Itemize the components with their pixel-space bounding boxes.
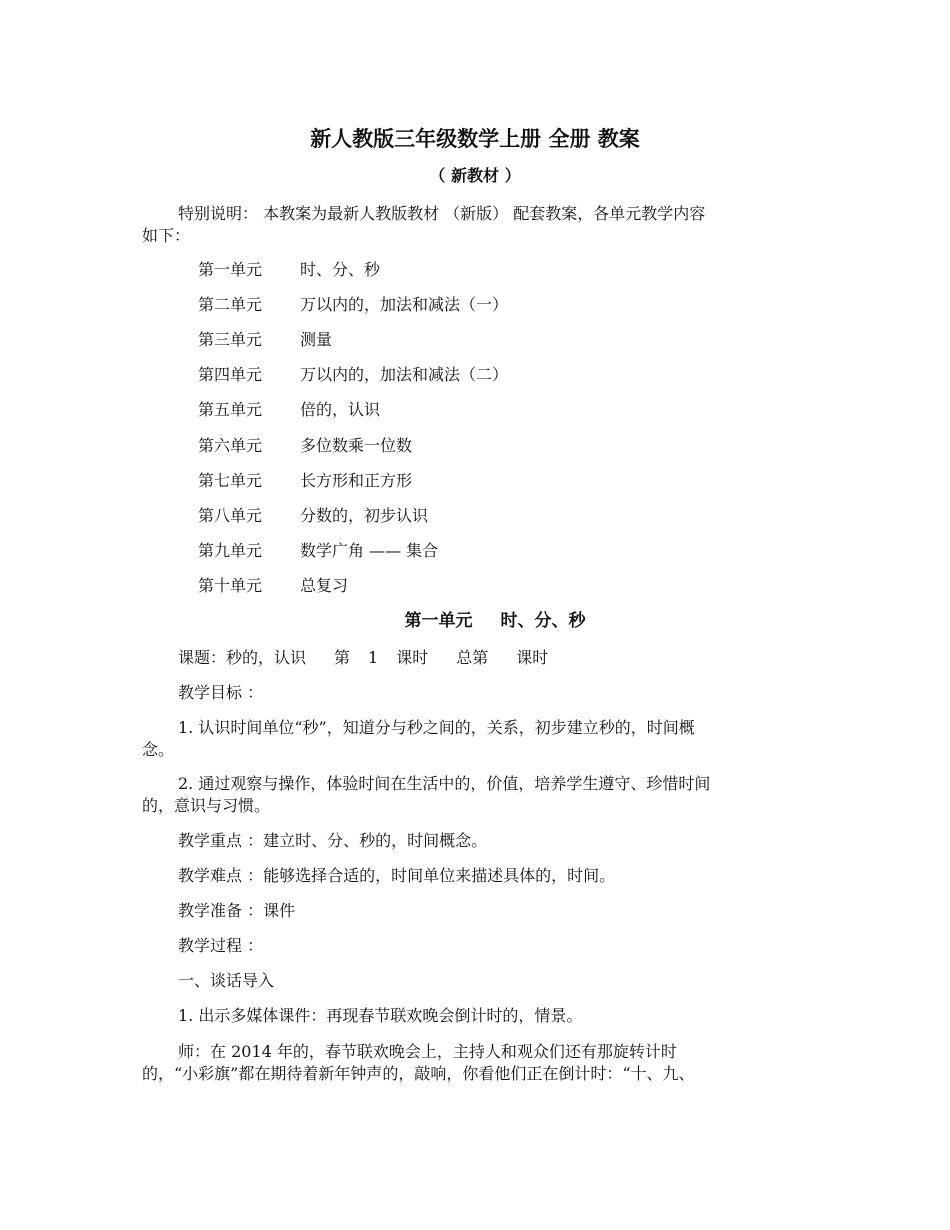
document-title: 新人教版三年级数学上册 全册 教案 [310, 126, 640, 151]
toc-item [198, 400, 380, 420]
toc-unit: 第一单元 [198, 260, 263, 279]
toc-unit: 第七单元 [198, 471, 263, 490]
toc-unit: 第十单元 [198, 576, 263, 595]
goal-2-line-1: 2. 通过观察与操作，体验时间在生活中的，价值，培养学生遵守、珍惜时间 [178, 774, 711, 793]
toc-unit: 第五单元 [198, 400, 263, 419]
lesson-di: 第 [334, 648, 351, 667]
toc-unit: 第六单元 [198, 436, 263, 455]
toc-topic: 长方形和正方形 [300, 471, 413, 490]
unit-heading-topic: 时、分、秒 [500, 611, 586, 631]
toc-unit: 第三单元 [198, 330, 263, 349]
toc-item [198, 506, 428, 526]
toc-topic: 万以内的，加法和减法（一） [300, 295, 509, 314]
preparation: 教学准备 ：课件 [178, 901, 296, 920]
goal-label: 教学目标 ： [178, 683, 264, 702]
unit-heading [0, 610, 950, 632]
lesson-keshi: 课时 [396, 648, 429, 667]
toc-topic: 测量 [300, 330, 333, 349]
lesson-zong: 总第 [456, 648, 489, 667]
goal-1-line-1: 1. 认识时间单位“秒”，知道分与秒之间的，关系，初步建立秒的，时间概 [178, 718, 695, 737]
key-point: 教学重点 ：建立时、分、秒的，时间概念。 [178, 831, 488, 850]
toc-item [198, 295, 508, 315]
difficulty: 教学难点 ：能够选择合适的，时间单位来描述具体的，时间。 [178, 866, 616, 885]
toc-topic: 时、分、秒 [300, 260, 381, 279]
toc-topic: 万以内的，加法和减法（二） [300, 365, 509, 384]
toc-item [198, 576, 348, 596]
teacher-line-1: 师：在 2014 年的，春节联欢晚会上，主持人和观众们还有那旋转计时 [178, 1042, 677, 1061]
toc-item [198, 436, 412, 456]
toc-unit: 第九单元 [198, 541, 263, 560]
process-label: 教学过程 ： [178, 936, 264, 955]
toc-item [198, 471, 412, 491]
goal-2-line-2: 的，意识与习惯。 [142, 796, 271, 815]
lesson-keshi-total: 课时 [516, 648, 549, 667]
goal-1-line-2: 念。 [142, 740, 175, 759]
toc-unit: 第二单元 [198, 295, 263, 314]
toc-unit: 第八单元 [198, 506, 263, 525]
toc-item [198, 365, 508, 385]
toc-item [198, 541, 438, 561]
section-1: 一、谈话导入 [178, 971, 275, 990]
toc-item [198, 260, 380, 280]
lesson-title: 课题：秒的，认识 [178, 648, 307, 667]
toc-topic: 分数的，初步认识 [300, 506, 429, 525]
toc-topic: 多位数乘一位数 [300, 436, 413, 455]
toc-item [198, 330, 332, 350]
step-1: 1. 出示多媒体课件：再现春节联欢晚会倒计时的，情景。 [178, 1006, 583, 1025]
document-subtitle: （ 新教材 ） [429, 166, 521, 185]
unit-heading-unit: 第一单元 [404, 611, 473, 631]
toc-topic: 倍的，认识 [300, 400, 381, 419]
toc-topic: 数学广角 —— 集合 [300, 541, 439, 560]
lesson-number: 1 [368, 648, 379, 667]
teacher-line-2: 的，“小彩旗”都在期待着新年钟声的，敲响，你看他们正在倒计时：“十、九、 [142, 1064, 695, 1083]
intro-line-1: 特别说明： 本教案为最新人教版教材 （新版） 配套教案，各单元教学内容 [178, 204, 706, 223]
intro-line-2: 如下： [142, 226, 191, 245]
toc-topic: 总复习 [300, 576, 349, 595]
toc-unit: 第四单元 [198, 365, 263, 384]
lesson-line [178, 648, 548, 668]
